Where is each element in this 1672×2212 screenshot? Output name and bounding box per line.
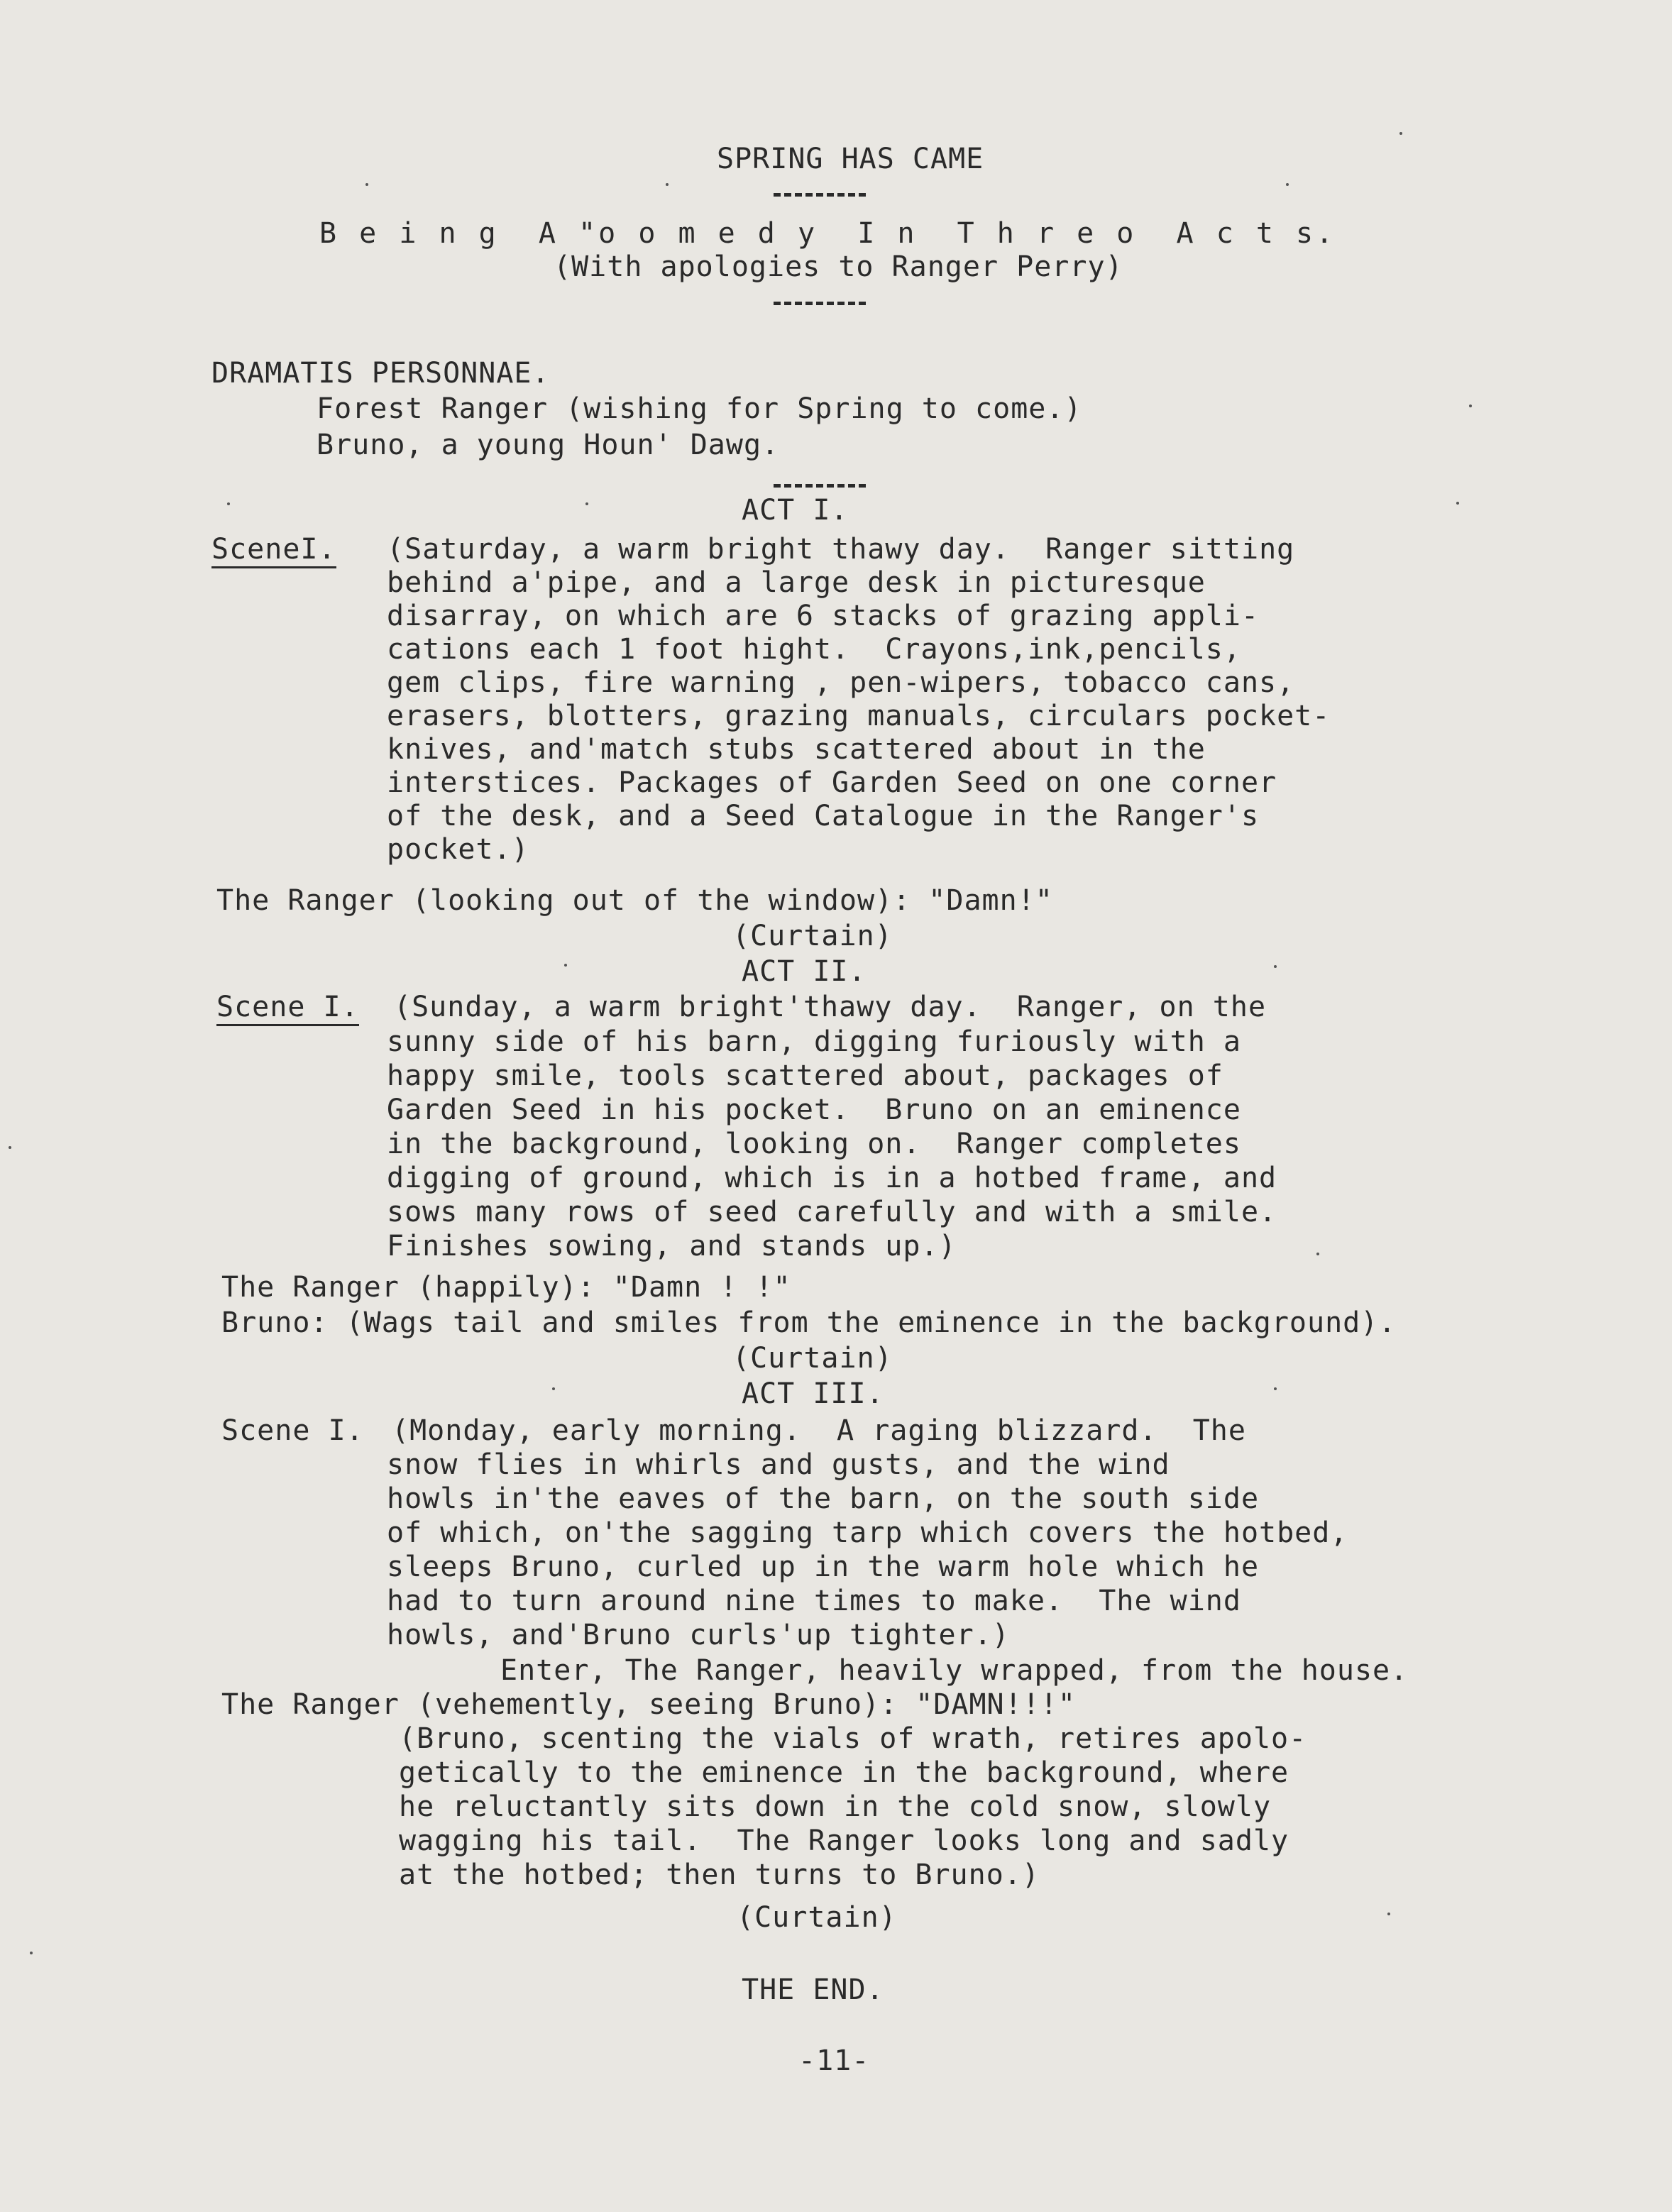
stray-mark	[552, 1387, 555, 1390]
stray-mark	[1469, 405, 1472, 407]
act3-enter: Enter, The Ranger, heavily wrapped, from the house.	[500, 1654, 1409, 1687]
stray-mark	[1316, 1253, 1319, 1255]
persona-bruno: Bruno, a young Houn' Dawg.	[317, 429, 780, 461]
typed-page: SPRING HAS CAME B e i n g A "o o m e d y I n T h r e o A c t s. (With apologies to Ranger Perry) DRAMATIS PERSONNAE. Forest Ranger (wishing for Spring to come.) Bruno, a young Houn' Dawg. ACT I. SceneI. (Saturday, a warm bright thawy day. Ranger sitting behind a'pipe, and a large desk in picturesque disarray, on which are 6 stacks of grazing appli- cations each 1 foot hight. Crayons,ink,pencils, gem clips, fire warning , pen-wipers, tobacco cans, erasers, blotters, grazing manuals, circulars pocket- knives, and'match stubs scattered about in the interstices. Packages of Garden Seed on one corner of the desk, and a Seed Catalogue in the Ranger's pocket.) The Ranger (looking out of the window): "Damn!" (Curtain) ACT II. Scene I. (Sunday, a warm bright'thawy day. Ranger, on the sunny side of his barn, digging furiously with a happy smile, tools scattered about, packages of Garden Seed in his pocket. Bruno on an eminence in the background, looking on. Ranger completes digging of ground, which is in a hotbed frame, and sows many rows of seed carefully and with a smile. Finishes sowing, and stands up.) The Ranger (happily): "Damn ! !" Bruno: (Wags tail and smiles from the eminence in the background). (Curtain) ACT III. Scene I. (Monday, early morning. A raging blizzard. The snow flies in whirls and gusts, and the wind howls in'the eaves of the barn, on the south side of which, on'the sagging tarp which covers the hotbed, sleeps Bruno, curled up in the warm hole which he had to turn around nine times to make. The wind howls, and'Bruno curls'up tighter.) Enter, The Ranger, heavily wrapped, from the house. The Ranger (vehemently, seeing Bruno): "DAMN!!!" (Bruno, scenting the vials of wrath, retires apolo- getically to the eminence in the background, where he reluctantly sits down in the cold snow, slowly wagging his tail. The Ranger looks long and sadly at the hotbed; then turns to Bruno.) (Curtain) THE END. -11-	[0, 0, 1672, 2212]
act2-ranger-speech: The Ranger (happily): "Damn ! !"	[221, 1271, 791, 1304]
act1-ranger-speech: The Ranger (looking out of the window): "Damn!"	[216, 884, 1053, 917]
act3-heading: ACT III.	[742, 1377, 884, 1410]
the-end: THE END.	[742, 1974, 884, 2006]
title-divider	[774, 193, 866, 197]
stray-mark	[1387, 1913, 1390, 1915]
stray-mark	[227, 502, 230, 505]
apology-line: (With apologies to Ranger Perry)	[554, 251, 1123, 283]
page-title: SPRING HAS CAME	[717, 143, 984, 175]
act2-scene-label: Scene I.	[216, 990, 359, 1026]
act1-curtain: (Curtain)	[732, 920, 893, 952]
act1-scene-label: SceneI.	[211, 532, 336, 568]
stray-mark	[1274, 965, 1277, 968]
persona-ranger: Forest Ranger (wishing for Spring to come.)	[317, 392, 1082, 425]
subtitle: B e i n g A "o o m e d y I n T h r e o A c t s.	[319, 217, 1336, 250]
stray-mark	[30, 1952, 33, 1954]
page-number: -11-	[798, 2045, 870, 2077]
stray-mark	[1286, 183, 1289, 186]
stray-mark	[365, 183, 368, 186]
act3-curtain: (Curtain)	[737, 1901, 897, 1934]
stray-mark	[585, 502, 588, 505]
stray-mark	[666, 183, 669, 186]
apology-divider	[774, 302, 866, 305]
stray-mark	[9, 1146, 11, 1149]
stray-mark	[1274, 1387, 1277, 1390]
act2-heading: ACT II.	[742, 955, 867, 988]
act1-heading: ACT I.	[742, 494, 849, 527]
personae-heading: DRAMATIS PERSONNAE.	[211, 357, 550, 390]
act2-curtain: (Curtain)	[732, 1342, 893, 1375]
act2-bruno-speech: Bruno: (Wags tail and smiles from the eminence in the background).	[221, 1306, 1397, 1339]
personae-divider	[774, 484, 866, 488]
stray-mark	[1399, 132, 1402, 135]
stray-mark	[564, 964, 567, 967]
stray-mark	[1456, 502, 1459, 505]
act3-ranger-speech: The Ranger (vehemently, seeing Bruno): "DAMN!!!"	[221, 1688, 1076, 1721]
act3-scene-label: Scene I.	[221, 1414, 364, 1447]
